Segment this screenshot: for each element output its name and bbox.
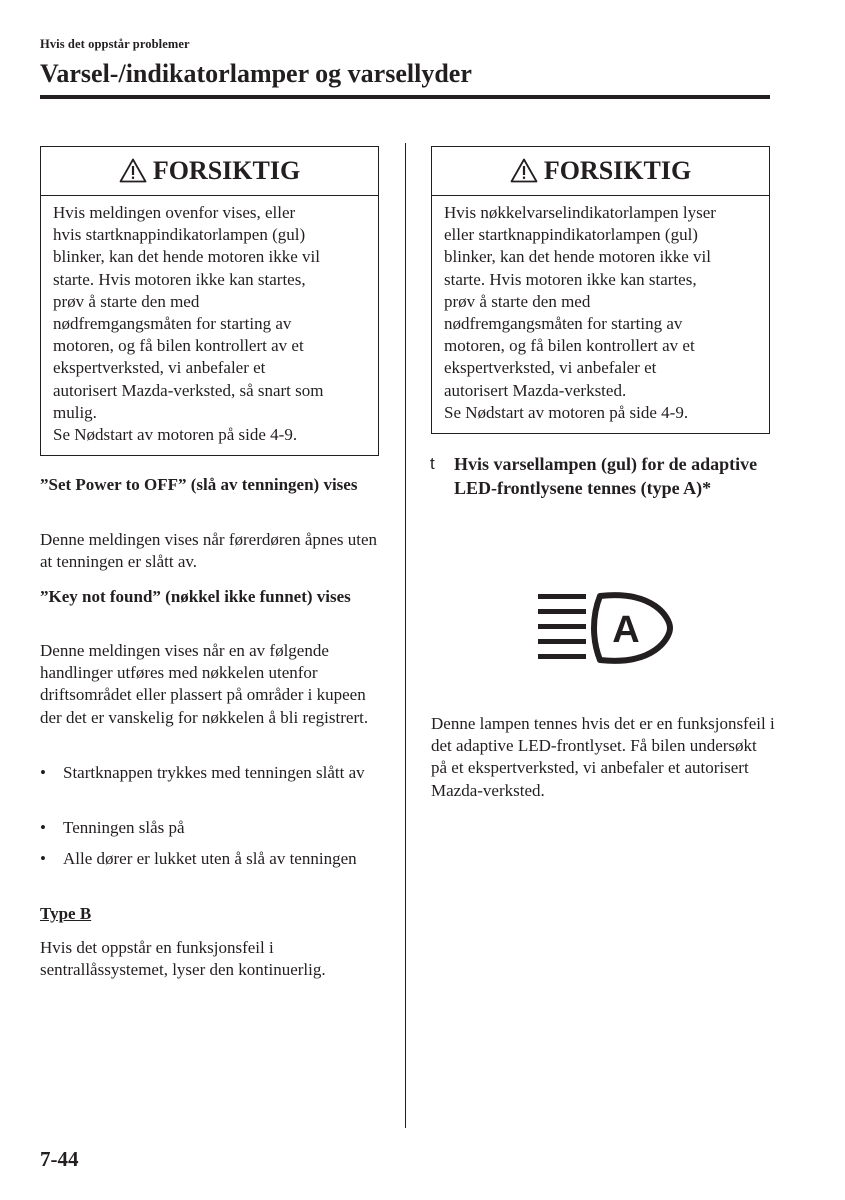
heading-marker: t: [430, 454, 435, 473]
type-b-text: Hvis det oppstår en funksjonsfeil i sentrallåssystemet, lyser den kontinuerlig.: [40, 938, 326, 980]
caution-title: FORSIKTIG: [543, 156, 692, 185]
caution-line: motoren, og få bilen kontrollert av et: [444, 336, 695, 356]
key-not-found-heading: ”Key not found” (nøkkel ikke funnet) vises: [40, 587, 351, 606]
title-rule: [40, 95, 770, 99]
heading-text: Hvis varsellampen (gul) for de adaptive LED-frontlysene tennes (type A)*: [454, 454, 758, 498]
adaptive-led-text: Denne lampen tennes hvis det er en funksjonsfeil i det adaptive LED-frontlyset. Få bilen undersøkt på et ekspertverksted, vi anbefaler et autorisert Mazda-verksted.: [431, 714, 775, 800]
key-not-found-text: Denne meldingen vises når en av følgende handlinger utføres med nøkkelen utenfor driftsområdet eller plassert på områder i kupeen der det er vanskelig for nøkkelen å bli registrert.: [40, 641, 369, 727]
adaptive-led-headlight-warning-icon: [536, 588, 676, 672]
caution-line: ekspertverksted, vi anbefaler et: [444, 358, 657, 378]
page-title: Varsel-/indikatorlamper og varsellyder: [40, 59, 472, 88]
caution-title: FORSIKTIG: [152, 156, 301, 185]
caution-line: prøv å starte den med: [444, 291, 591, 311]
list-item-text: Alle dører er lukket uten å slå av tenningen: [63, 849, 357, 868]
section-label: Hvis det oppstår problemer: [40, 37, 190, 51]
list-item: [40, 817, 385, 839]
list-item: [40, 848, 385, 870]
warning-triangle-icon: [510, 158, 538, 183]
caution-body: [41, 196, 378, 446]
caution-line: Se Nødstart av motoren på side 4-9.: [53, 425, 298, 445]
type-b-heading: Type B: [40, 904, 92, 923]
bullet-dot: •: [40, 763, 46, 782]
column-divider: [405, 143, 406, 1128]
caution-body: [432, 196, 769, 424]
bullet-dot: •: [40, 818, 46, 837]
power-off-heading: ”Set Power to OFF” (slå av tenningen) vises: [40, 475, 358, 494]
caution-line: blinker, kan det hende motoren ikke vil: [444, 247, 711, 267]
caution-line: prøv å starte den med: [53, 291, 200, 311]
caution-line: starte. Hvis motoren ikke kan startes,: [53, 269, 306, 289]
caution-line: nødfremgangsmåten for starting av: [53, 314, 292, 334]
bullet-dot: •: [40, 849, 46, 868]
caution-line: nødfremgangsmåten for starting av: [444, 314, 683, 334]
caution-line: motoren, og få bilen kontrollert av et: [53, 336, 304, 356]
caution-line: starte. Hvis motoren ikke kan startes,: [444, 269, 697, 289]
caution-line: eller startknappindikatorlampen (gul): [444, 225, 698, 245]
caution-line: autorisert Mazda-verksted.: [444, 380, 627, 400]
caution-header: [432, 147, 769, 196]
caution-line: ekspertverksted, vi anbefaler et: [53, 358, 266, 378]
warning-triangle-icon: [119, 158, 147, 183]
list-item: [40, 762, 385, 784]
adaptive-led-heading: [430, 452, 775, 500]
list-item-text: Startknappen trykkes med tenningen slått av: [63, 763, 365, 782]
caution-line: Hvis nøkkelvarselindikatorlampen lyser: [444, 203, 716, 222]
left-caution-box: [40, 146, 379, 456]
caution-line: Se Nødstart av motoren på side 4-9.: [444, 402, 689, 422]
caution-line: hvis startknappindikatorlampen (gul): [53, 225, 306, 245]
lamp-letter: A: [612, 609, 640, 651]
page-number: 7-44: [40, 1147, 79, 1171]
caution-line: Hvis meldingen ovenfor vises, eller: [53, 203, 296, 222]
caution-line: blinker, kan det hende motoren ikke vil: [53, 247, 320, 267]
list-item-text: Tenningen slås på: [63, 818, 185, 837]
power-off-text: Denne meldingen vises når førerdøren åpnes uten at tenningen er slått av.: [40, 530, 378, 572]
right-caution-box: [431, 146, 770, 434]
caution-header: [41, 147, 378, 196]
caution-line: mulig.: [53, 402, 97, 422]
caution-line: autorisert Mazda-verksted, så snart som: [53, 380, 324, 400]
